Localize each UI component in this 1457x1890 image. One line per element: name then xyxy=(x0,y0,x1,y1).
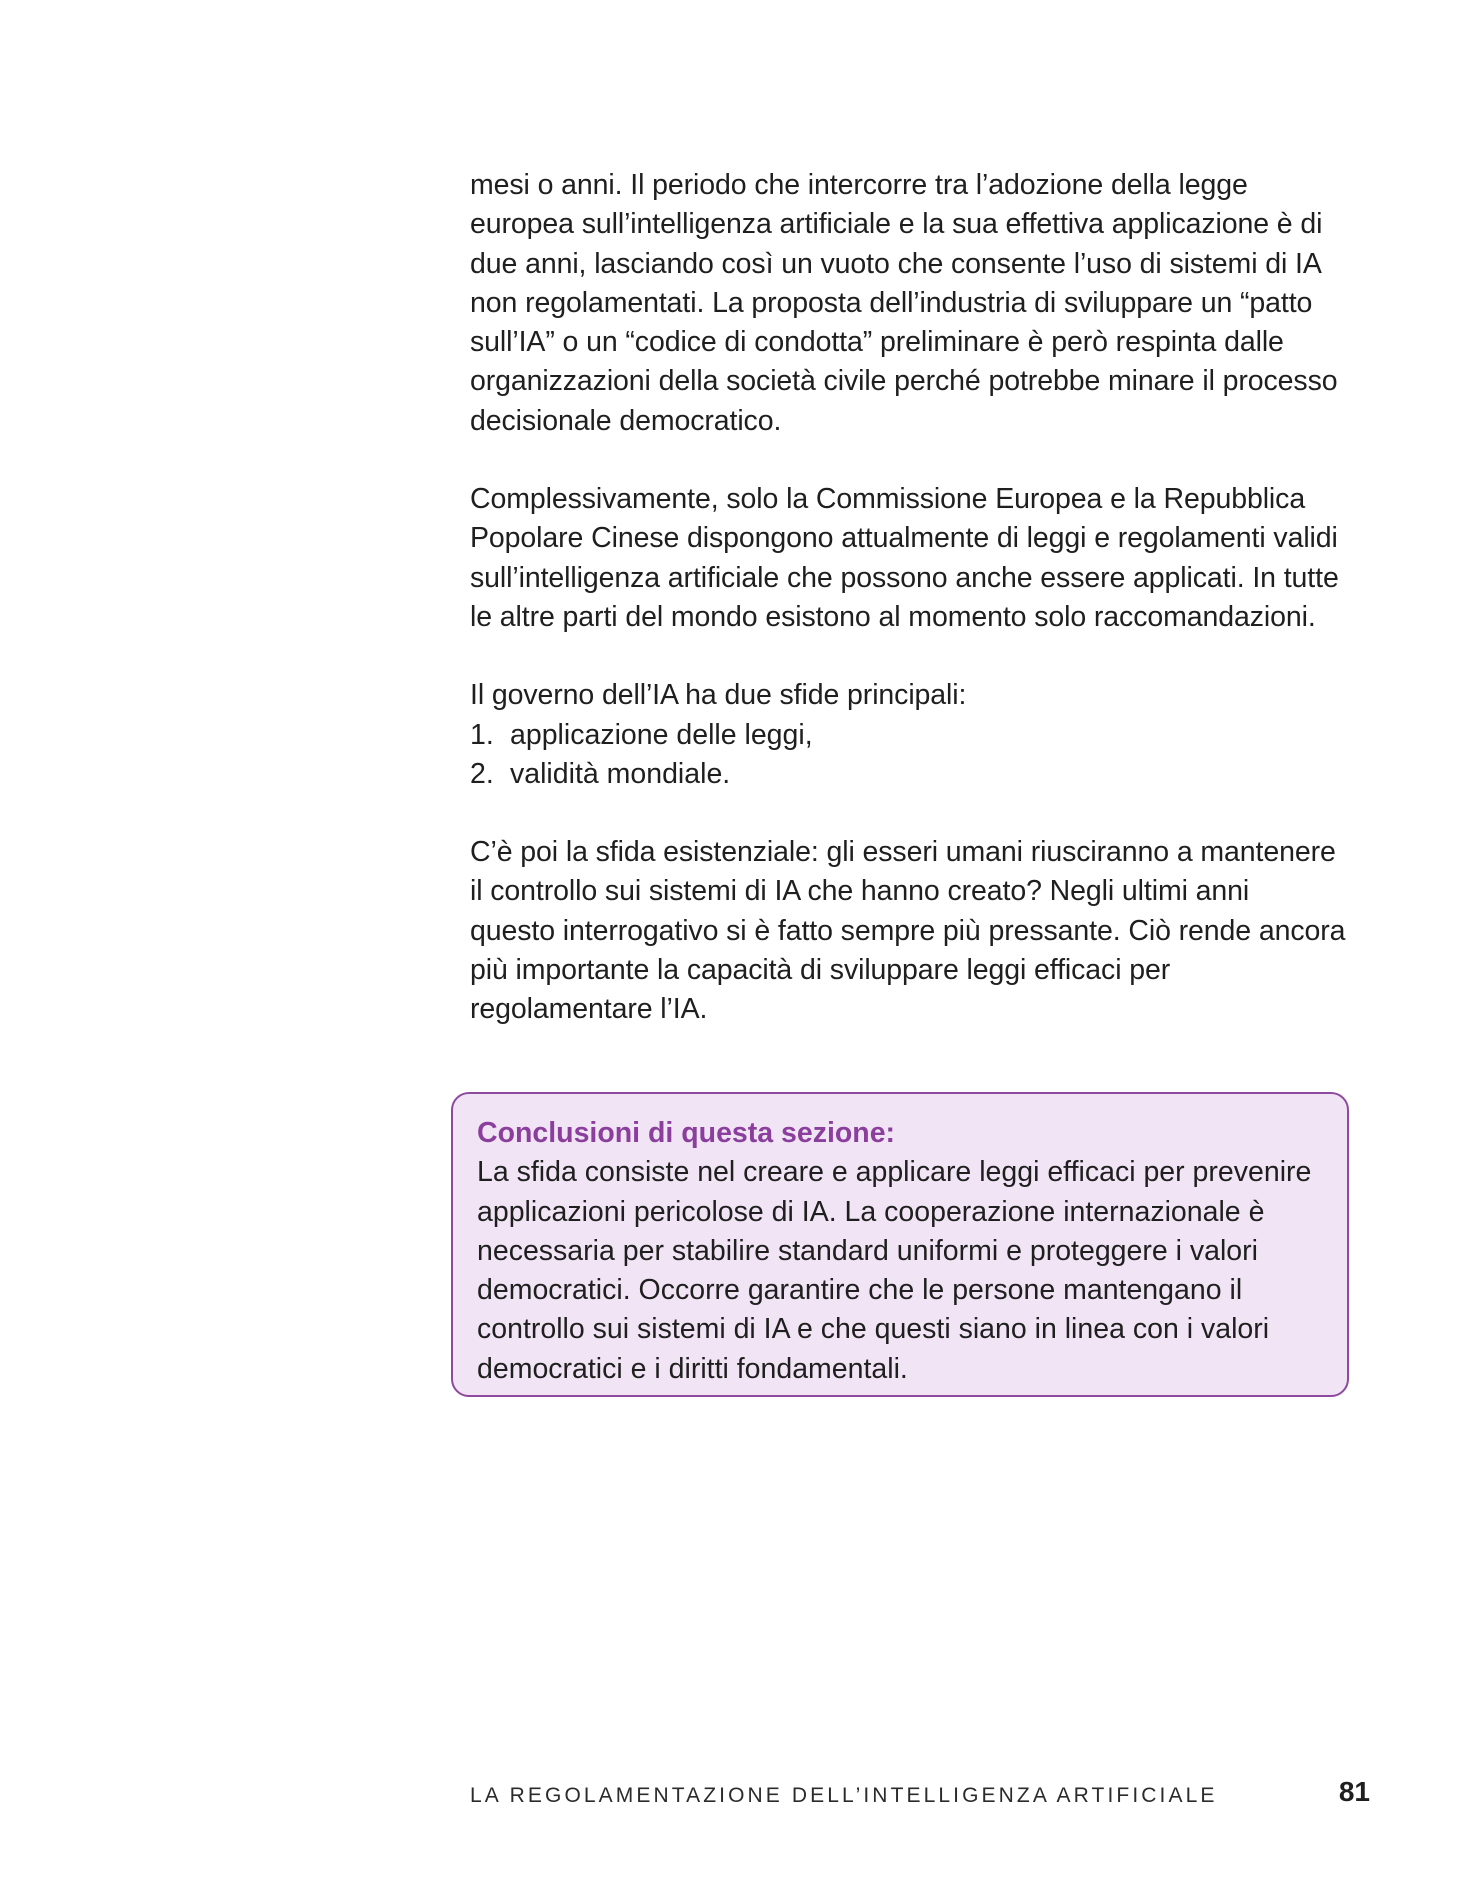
text-line: sull’intelligenza artificiale che possono anche essere applicati. In tutte xyxy=(470,561,1339,594)
text-line: Popolare Cinese dispongono attualmente di leggi e regolamenti validi xyxy=(470,522,1338,555)
text-line: democratici e i diritti fondamentali. xyxy=(477,1352,908,1385)
text-line: decisionale democratico. xyxy=(470,404,782,437)
text-line: applicazioni pericolose di IA. La cooperazione internazionale è xyxy=(477,1195,1265,1228)
callout-title: Conclusioni di questa sezione: xyxy=(477,1117,896,1149)
list-intro xyxy=(470,676,1380,715)
page-number: 81 xyxy=(1338,1776,1370,1807)
text-line: sull’IA” o un “codice di condotta” preliminare è però respinta dalle xyxy=(470,326,1284,359)
text-line: le altre parti del mondo esistono al momento solo raccomandazioni. xyxy=(470,600,1316,633)
list-item-number: 1. xyxy=(470,718,494,751)
text-line: organizzazioni della società civile perché potrebbe minare il processo xyxy=(470,365,1338,398)
challenges-list xyxy=(470,716,1380,795)
text-line: più importante la capacità di sviluppare leggi efficaci per xyxy=(470,954,1171,987)
text-line: due anni, lasciando così un vuoto che consente l’uso di sistemi di IA xyxy=(470,247,1322,280)
text-line: controllo sui sistemi di IA e che questi siano in linea con i valori xyxy=(477,1313,1270,1346)
running-title: LA REGOLAMENTAZIONE DELL’INTELLIGENZA ARTIFICIALE xyxy=(470,1784,1218,1807)
callout-body xyxy=(477,1153,1323,1389)
list-item-text: applicazione delle leggi, xyxy=(510,718,813,751)
text-line: necessaria per stabilire standard uniformi e proteggere i valori xyxy=(477,1234,1258,1267)
text-line: questo interrogativo si è fatto sempre più pressante. Ciò rende ancora xyxy=(470,914,1346,947)
text-line: La sfida consiste nel creare e applicare leggi efficaci per prevenire xyxy=(477,1156,1312,1189)
list-item xyxy=(470,716,1380,755)
list-item-number: 2. xyxy=(470,757,494,790)
text-line: C’è poi la sfida esistenziale: gli esseri umani riusciranno a mantenere xyxy=(470,836,1336,869)
text-line: europea sull’intelligenza artificiale e la sua effettiva applicazione è di xyxy=(470,208,1323,241)
paragraph-existing-laws xyxy=(470,480,1380,637)
text-line: il controllo sui sistemi di IA che hanno creato? Negli ultimi anni xyxy=(470,875,1250,908)
list-item-text: validità mondiale. xyxy=(510,757,731,790)
paragraph-existential-challenge xyxy=(470,833,1380,1029)
text-line: Complessivamente, solo la Commissione Europea e la Repubblica xyxy=(470,483,1306,516)
text-line: Il governo dell’IA ha due sfide principali: xyxy=(470,679,967,712)
list-item xyxy=(470,755,1380,794)
text-line: non regolamentati. La proposta dell’industria di sviluppare un “patto xyxy=(470,286,1313,319)
page-footer xyxy=(470,1776,1370,1816)
text-line: regolamentare l’IA. xyxy=(470,993,708,1026)
main-text-column xyxy=(470,166,1380,1069)
text-line: democratici. Occorre garantire che le persone mantengano il xyxy=(477,1274,1243,1307)
text-line: mesi o anni. Il periodo che intercorre tra l’adozione della legge xyxy=(470,169,1248,201)
paragraph-enforcement-gap xyxy=(470,166,1380,441)
conclusions-callout-box xyxy=(451,1092,1349,1397)
